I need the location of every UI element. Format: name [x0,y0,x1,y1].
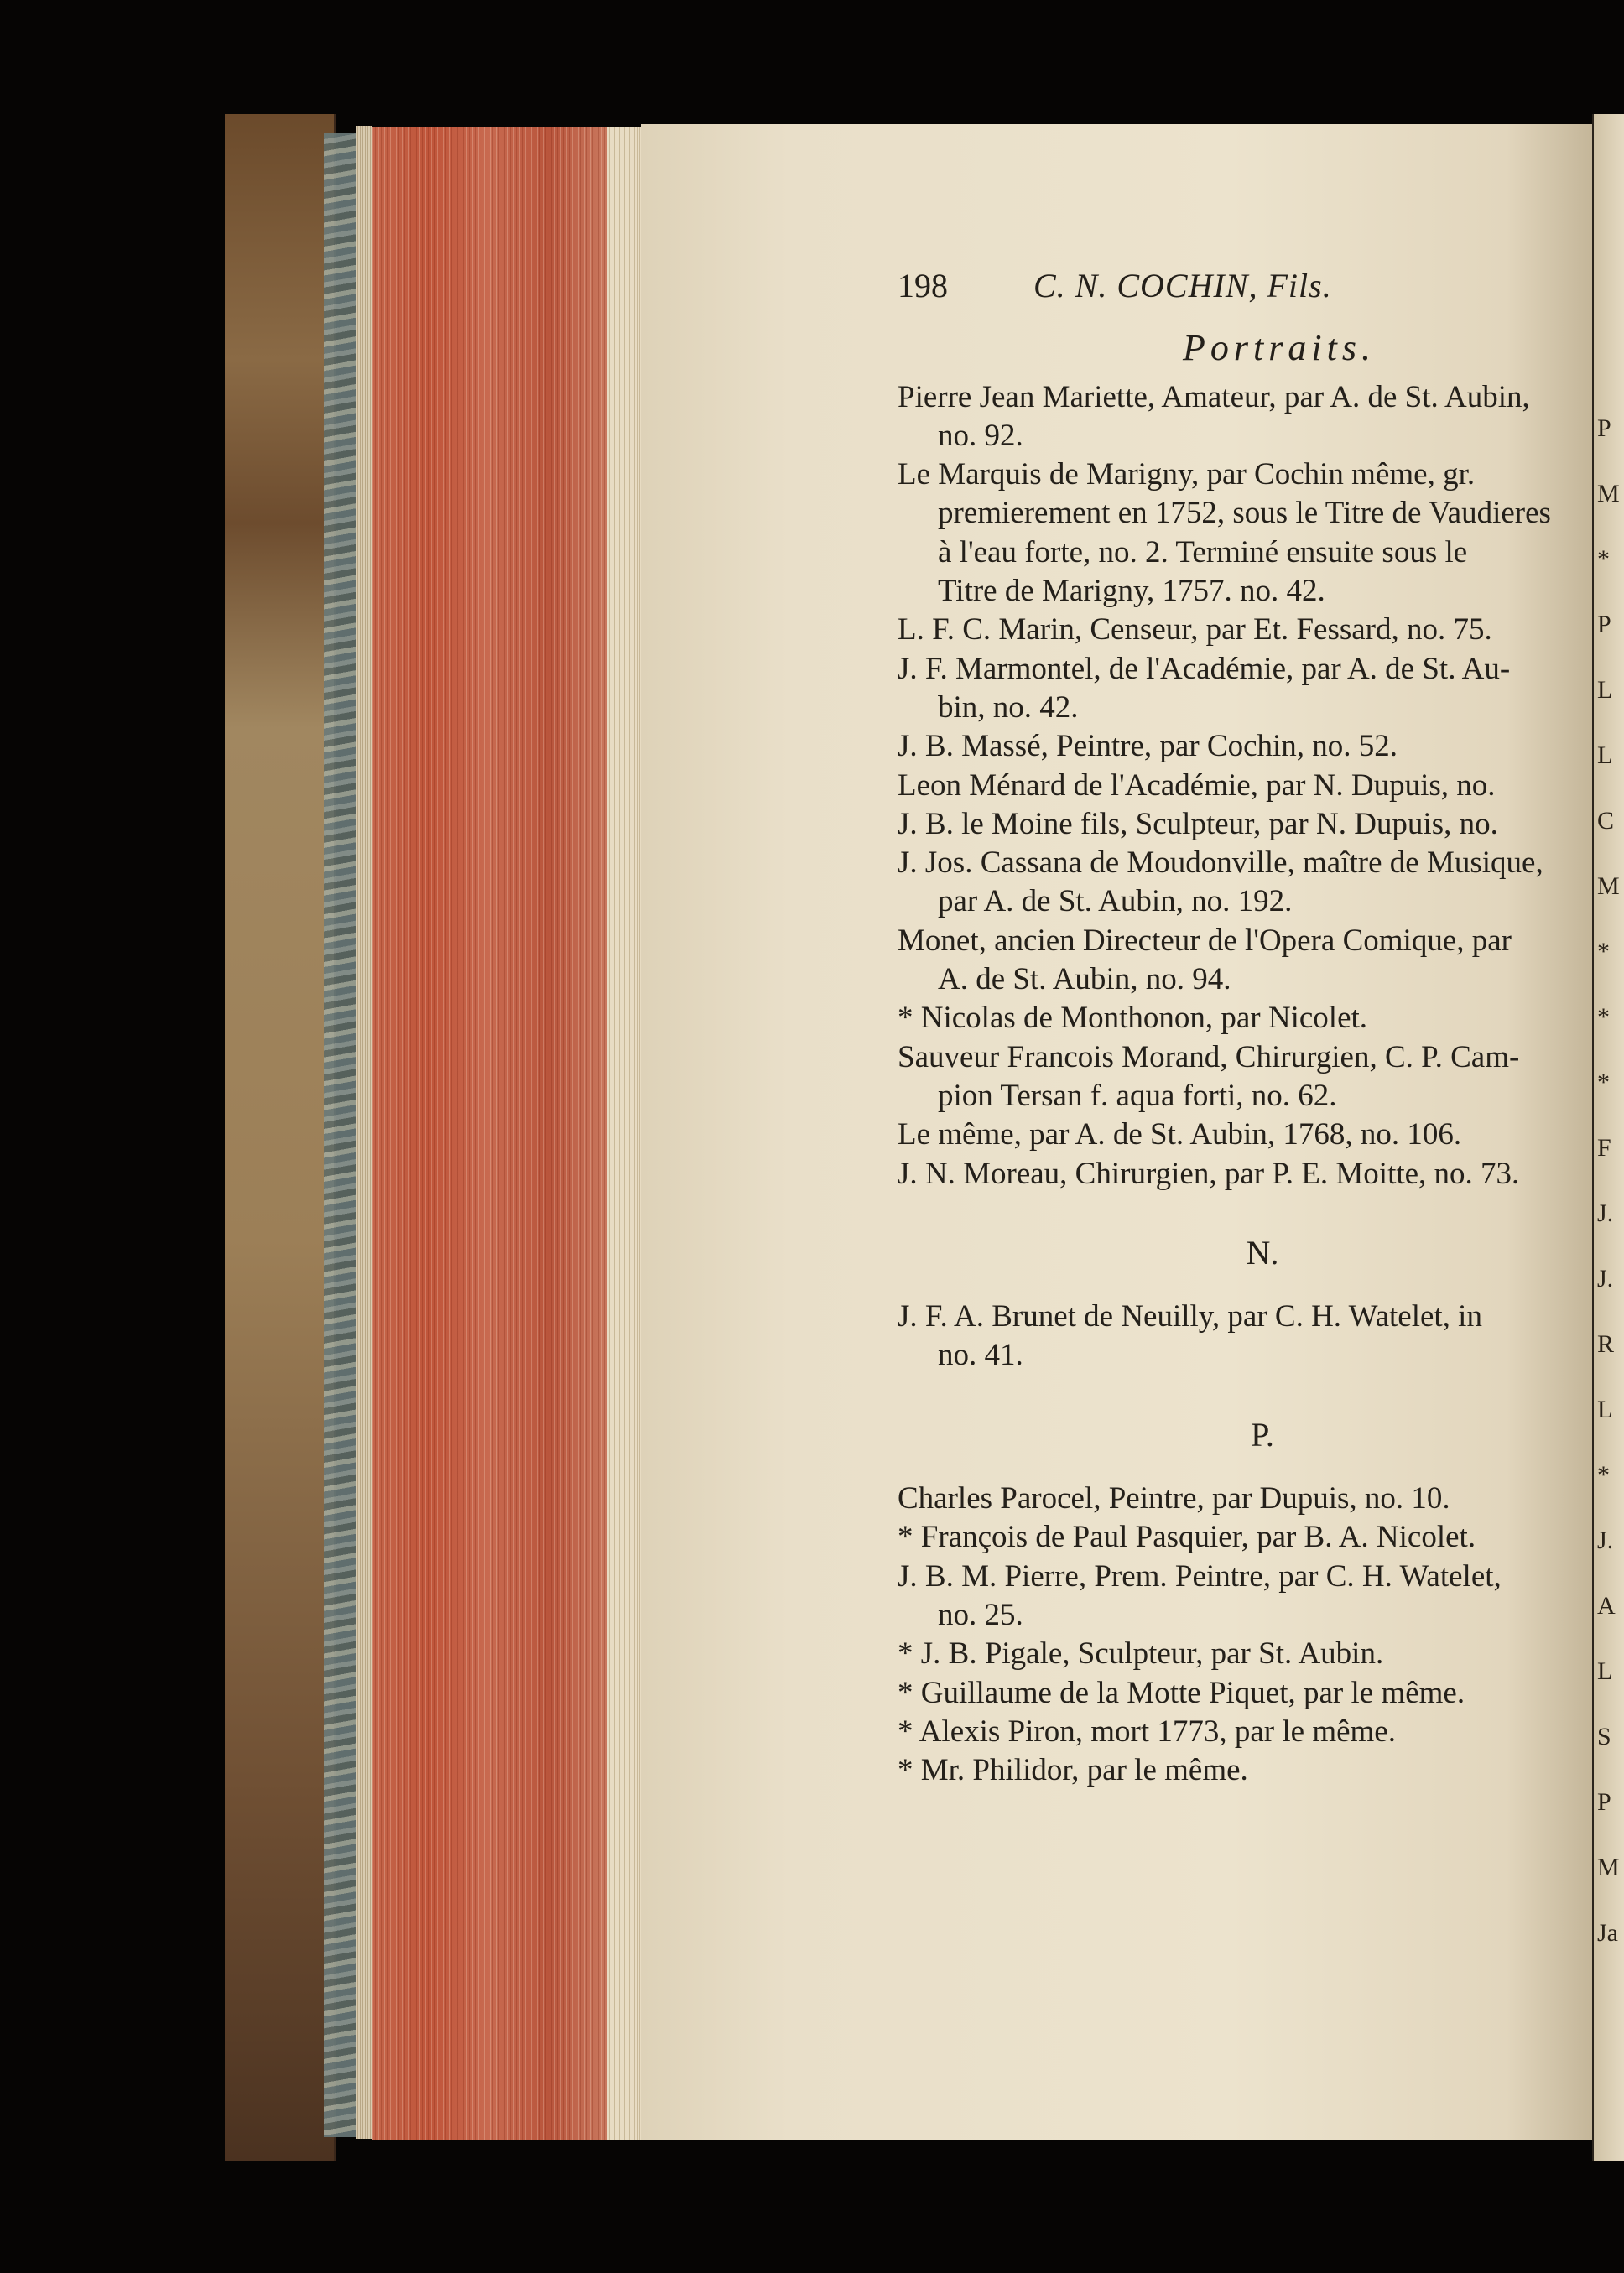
catalogue-entry [898,1155,1594,1194]
catalogue-entry [898,650,1594,728]
entry-line: par A. de St. Aubin, no. 192. [938,884,1293,919]
entry-line: L. F. C. Marin, Censeur, par Et. Fessard, no. 75. [898,612,1492,648]
facing-page-letter: * [1597,545,1610,573]
facing-page-letter: * [1597,1003,1610,1031]
entry-line: * Alexis Piron, mort 1773, par le même. [898,1714,1396,1749]
facing-page-letter: P [1597,1788,1611,1816]
catalogue-entry [898,1674,1594,1713]
catalogue-entry [898,1518,1594,1557]
entry-line: Pierre Jean Mariette, Amateur, par A. de St. Aubin, [898,379,1530,414]
entry-line: J. F. A. Brunet de Neuilly, par C. H. Watelet, in [898,1299,1482,1334]
entry-line: Sauveur Francois Morand, Chirurgien, C. P. Cam- [898,1039,1520,1074]
catalogue-sections [898,329,1594,1790]
facing-page-letter: J. [1597,1199,1614,1227]
catalogue-entry [898,922,1594,1000]
facing-page-letter: J. [1597,1527,1614,1554]
facing-page-letter: J. [1597,1265,1614,1293]
catalogue-entry [898,1635,1594,1673]
facing-page-letter: L [1597,1657,1613,1685]
entry-line: J. B. le Moine fils, Sculpteur, par N. Dupuis, no. [898,806,1498,841]
entry-line: premierement en 1752, sous le Titre de Vaudieres [938,496,1551,531]
entry-line: no. 41. [938,1338,1023,1373]
facing-page-letter: R [1597,1330,1615,1358]
page-block-edges [356,126,372,2139]
facing-page-letter: M [1597,480,1620,507]
catalogue-entry [898,455,1594,611]
book-cover [225,114,336,2161]
entry-line: J. N. Moreau, Chirurgien, par P. E. Moitte, no. 73. [898,1156,1520,1191]
catalogue-entry [898,1713,1594,1751]
marbled-endpaper [324,133,357,2137]
section-heading-letter: N. [1246,1233,1279,1272]
facing-page-letter: P [1597,414,1611,442]
entry-line: no. 92. [938,418,1023,453]
entry-line: J. B. Massé, Peintre, par Cochin, no. 52. [898,729,1398,764]
page-header [898,267,1594,305]
facing-page-letter: * [1597,938,1610,965]
entry-line: Titre de Marigny, 1757. no. 42. [938,574,1325,609]
facing-page-letter: L [1597,676,1613,704]
entry-line: Le Marquis de Marigny, par Cochin même, gr. [898,457,1476,492]
facing-page-edge [1592,114,1624,2161]
entry-line: no. 25. [938,1597,1023,1632]
catalogue-entry [898,1558,1594,1636]
section-heading-letter: P. [1251,1415,1274,1454]
catalogue-entry [898,1116,1594,1154]
facing-page-letter: A [1597,1592,1616,1620]
facing-page-letter: L [1597,1396,1613,1423]
entry-line: * Nicolas de Monthonon, par Nicolet. [898,1001,1368,1036]
facing-page-letter: L [1597,741,1613,769]
entry-line: * Guillaume de la Motte Piquet, par le même. [898,1675,1465,1710]
red-sprinkled-page-edges [372,127,607,2140]
entry-line: * Mr. Philidor, par le même. [898,1753,1248,1788]
catalogue-entry [898,1751,1594,1790]
catalogue-entry [898,767,1594,805]
catalogue-entry [898,378,1594,456]
entry-line: Charles Parocel, Peintre, par Dupuis, no. 10. [898,1481,1450,1516]
catalogue-entry [898,844,1594,922]
entry-line: J. B. M. Pierre, Prem. Peintre, par C. H. Watelet, [898,1558,1502,1594]
catalogue-entry [898,727,1594,766]
catalogue-entry [898,805,1594,844]
facing-page-letter: Ja [1597,1919,1618,1947]
facing-page-letter: C [1597,807,1615,835]
page-stack [607,127,641,2140]
facing-page-letter: F [1597,1134,1611,1162]
entry-line: * François de Paul Pasquier, par B. A. Nicolet. [898,1520,1476,1555]
catalogue-entry [898,611,1594,649]
catalogue-entry [898,1298,1594,1376]
entry-line: à l'eau forte, no. 2. Terminé ensuite sous le [938,534,1468,570]
catalogue-entry [898,1480,1594,1518]
facing-page-letter: P [1597,611,1611,638]
entry-line: A. de St. Aubin, no. 94. [938,962,1231,997]
entry-line: Le même, par A. de St. Aubin, 1768, no. 106. [898,1117,1462,1152]
entry-line: Monet, ancien Directeur de l'Opera Comique, par [898,923,1512,958]
facing-page-letter: S [1597,1723,1611,1750]
page-number: 198 [898,267,948,304]
section-heading-portraits: Portraits. [1183,327,1376,369]
running-title: C. N. COCHIN, Fils. [1033,267,1332,304]
entry-line: J. Jos. Cassana de Moudonville, maître de Musique, [898,845,1543,881]
entry-line: * J. B. Pigale, Sculpteur, par St. Aubin. [898,1636,1384,1672]
entry-line: J. F. Marmontel, de l'Académie, par A. de St. Au- [898,651,1511,686]
entry-line: bin, no. 42. [938,689,1079,725]
catalogue-entry [898,999,1594,1038]
facing-page-letter: M [1597,872,1620,900]
page-text [898,267,1594,1790]
catalogue-entry [898,1038,1594,1116]
facing-page-letter: M [1597,1854,1620,1881]
entry-line: Leon Ménard de l'Académie, par N. Dupuis, no. [898,767,1496,803]
facing-page-letter: * [1597,1069,1610,1096]
entry-line: pion Tersan f. aqua forti, no. 62. [938,1078,1337,1113]
facing-page-letter: * [1597,1461,1610,1489]
